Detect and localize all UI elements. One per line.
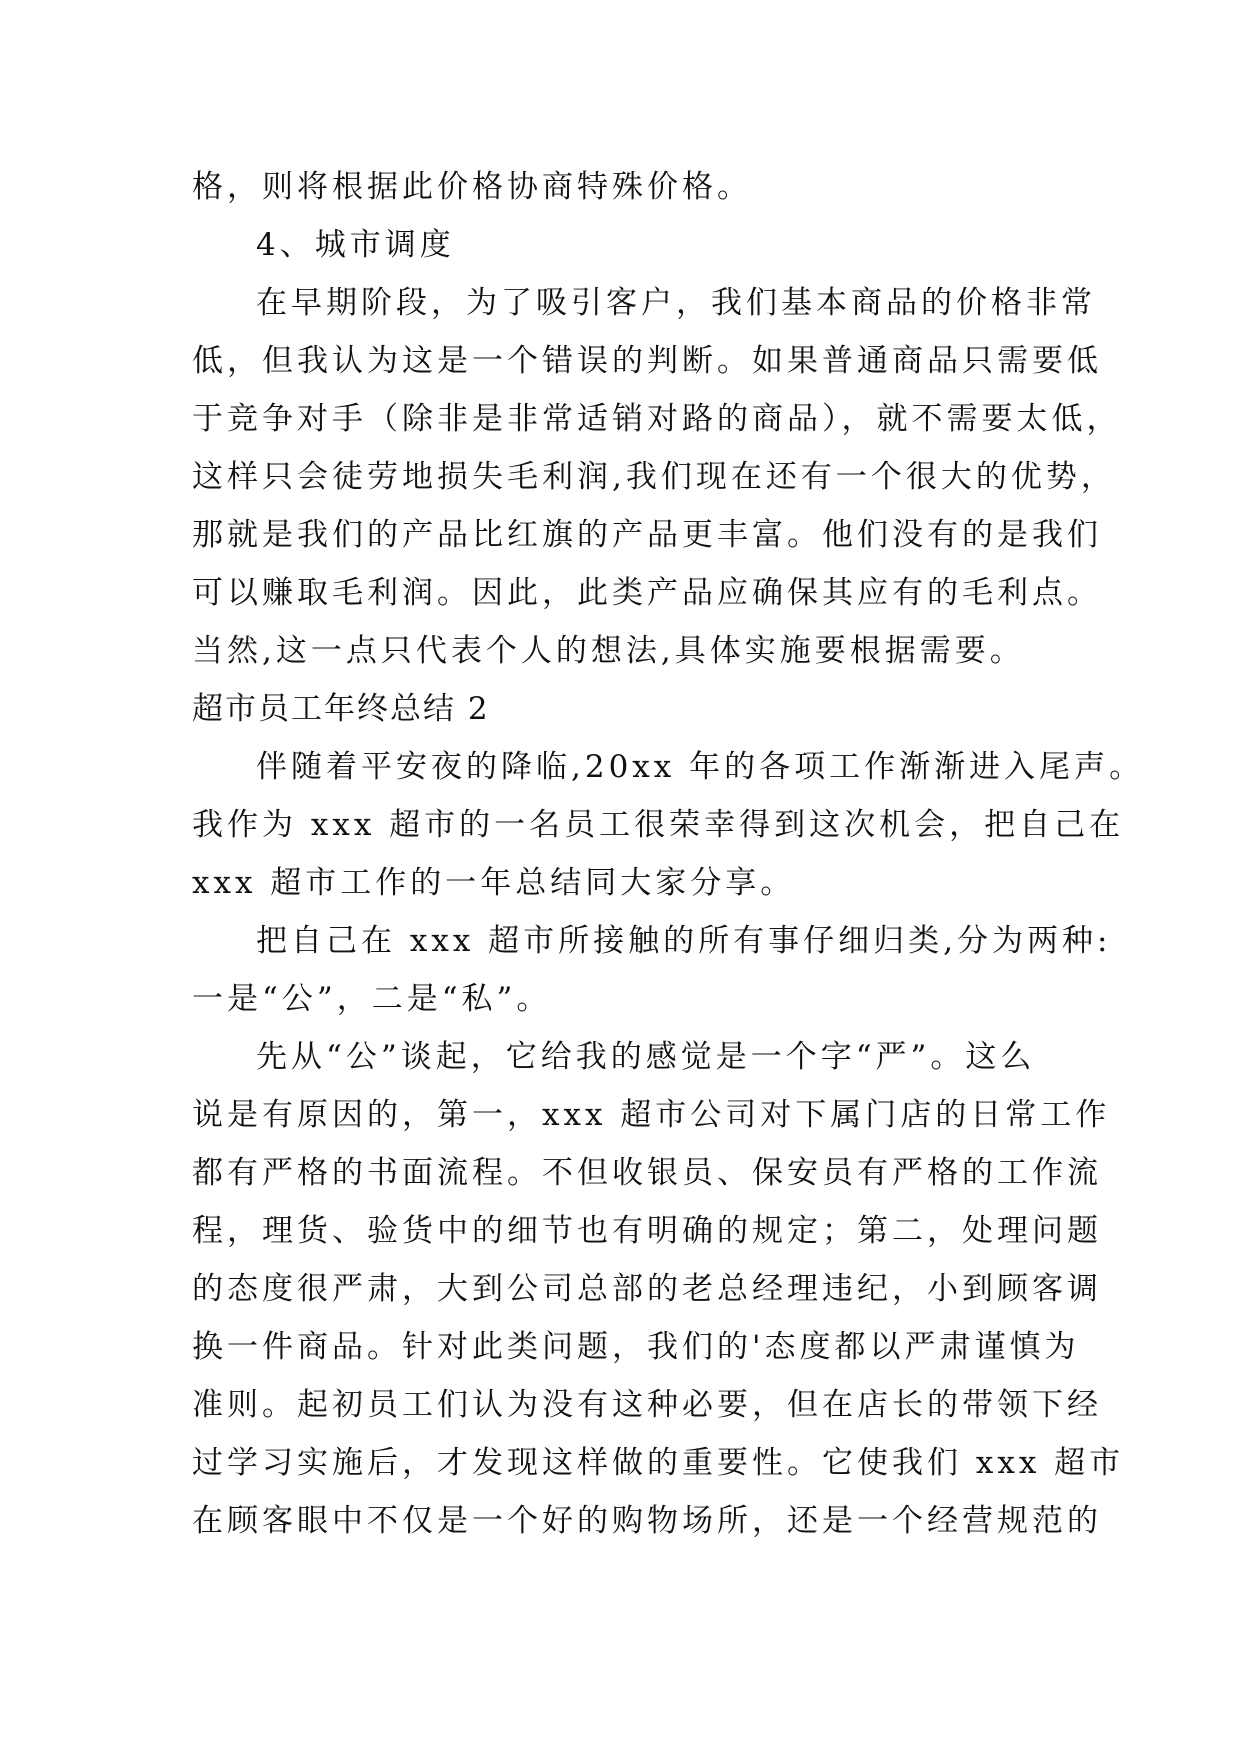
paragraph-line: 过学习实施后，才发现这样做的重要性。它使我们 xxx 超市: [192, 1445, 1125, 1481]
paragraph-line: 准则。起初员工们认为没有这种必要，但在店长的带领下经: [192, 1387, 1102, 1423]
paragraph-line: 当然,这一点只代表个人的想法,具体实施要根据需要。: [192, 633, 1025, 669]
paragraph-line: 的态度很严肃，大到公司总部的老总经理违纪，小到顾客调: [192, 1271, 1102, 1307]
paragraph-line: 于竞争对手（除非是非常适销对路的商品），就不需要太低，: [192, 401, 1122, 437]
paragraph-line: 一是“公”，二是“私”。: [192, 981, 552, 1017]
paragraph-line: 格，则将根据此价格协商特殊价格。: [192, 169, 752, 205]
paragraph-line: xxx 超市工作的一年总结同大家分享。: [192, 865, 796, 901]
paragraph-line: 说是有原因的，第一，xxx 超市公司对下属门店的日常工作: [192, 1097, 1111, 1133]
paragraph-line: 这样只会徒劳地损失毛利润,我们现在还有一个很大的优势，: [192, 459, 1116, 495]
paragraph-line: 先从“公”谈起，它给我的感觉是一个字“严”。这么: [256, 1039, 1036, 1075]
paragraph-line: 把自己在 xxx 超市所接触的所有事仔细归类,分为两种:: [256, 923, 1112, 959]
paragraph-line: 在顾客眼中不仅是一个好的购物场所，还是一个经营规范的: [192, 1503, 1102, 1539]
section-heading: 4、城市调度: [256, 227, 455, 263]
paragraph-line: 那就是我们的产品比红旗的产品更丰富。他们没有的是我们: [192, 517, 1102, 553]
paragraph-line: 都有严格的书面流程。不但收银员、保安员有严格的工作流: [192, 1155, 1102, 1191]
paragraph-line: 伴随着平安夜的降临,20xx 年的各项工作渐渐进入尾声。: [256, 749, 1145, 785]
paragraph-line: 在早期阶段，为了吸引客户，我们基本商品的价格非常: [256, 285, 1096, 321]
paragraph-line: 换一件商品。针对此类问题，我们的'态度都以严肃谨慎为: [192, 1329, 1080, 1365]
paragraph-line: 可以赚取毛利润。因此，此类产品应确保其应有的毛利点。: [192, 575, 1102, 611]
paragraph-line: 程，理货、验货中的细节也有明确的规定；第二，处理问题: [192, 1213, 1102, 1249]
document-title: 超市员工年终总结 2: [192, 691, 490, 727]
paragraph-line: 我作为 xxx 超市的一名员工很荣幸得到这次机会，把自己在: [192, 807, 1125, 843]
paragraph-line: 低，但我认为这是一个错误的判断。如果普通商品只需要低: [192, 343, 1102, 379]
